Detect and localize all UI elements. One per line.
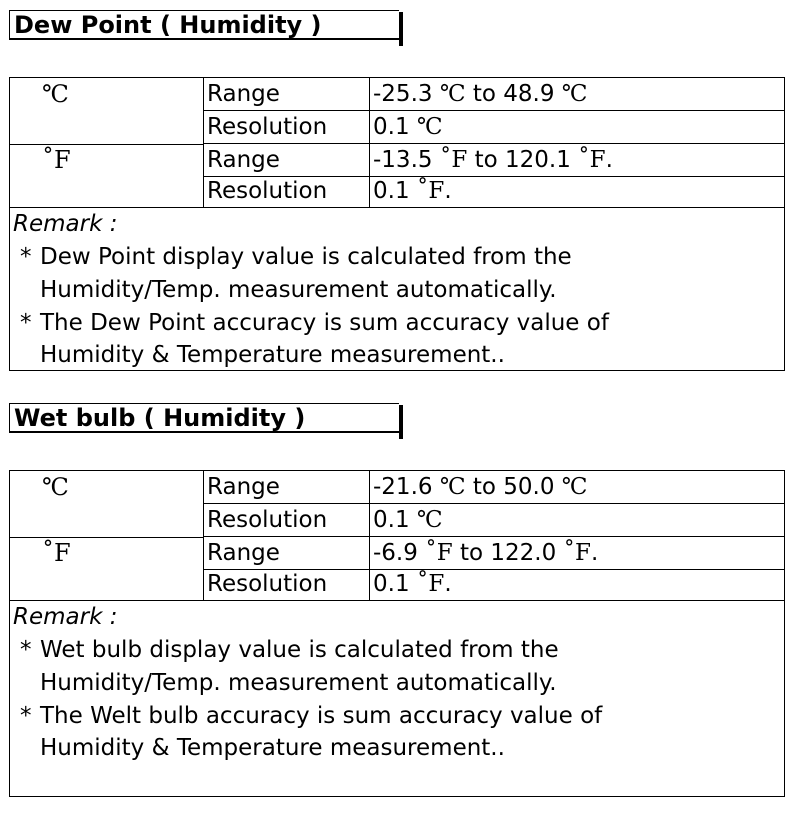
table-row [10, 537, 784, 570]
fahrenheit-unit: ˚F [42, 146, 71, 174]
remark-block [10, 208, 784, 368]
remark-text: The Dew Point accuracy is sum accuracy value of [40, 310, 609, 336]
table-row [10, 504, 784, 537]
table-row [10, 568, 784, 601]
table-row [10, 78, 784, 111]
row-value: 0.1 ˚F. [373, 571, 452, 597]
bullet: * [20, 637, 32, 663]
section-title-text: Wet bulb ( Humidity ) [14, 404, 306, 432]
remark-text: Humidity/Temp. measurement automatically. [40, 670, 557, 696]
table-row [10, 111, 784, 144]
row-value: 0.1 ℃ [373, 507, 443, 533]
remark-text: Humidity & Temperature measurement.. [40, 735, 505, 761]
remark-text: Dew Point display value is calculated from the [40, 244, 572, 270]
celsius-unit: ℃ [42, 80, 69, 108]
bullet: * [20, 244, 32, 270]
row-label: Resolution [207, 571, 328, 597]
celsius-unit: ℃ [42, 473, 69, 501]
wet-bulb-spec-table [9, 470, 785, 797]
row-value: -6.9 ˚F to 122.0 ˚F. [373, 540, 599, 566]
row-label: Range [207, 474, 280, 500]
remark-block [10, 601, 784, 791]
remark-text: The Welt bulb accuracy is sum accuracy value of [40, 703, 603, 729]
remark-title: Remark : [13, 211, 118, 237]
table-row [10, 175, 784, 208]
table-row [10, 144, 784, 177]
section-title-text: Dew Point ( Humidity ) [14, 11, 322, 39]
row-value: 0.1 ℃ [373, 114, 443, 140]
section-title-wet-bulb [9, 403, 399, 433]
section-title-dew-point [9, 10, 399, 40]
row-label: Resolution [207, 178, 328, 204]
remark-text: Humidity/Temp. measurement automatically. [40, 277, 557, 303]
row-label: Range [207, 81, 280, 107]
row-value: -21.6 ℃ to 50.0 ℃ [373, 474, 588, 500]
row-label: Resolution [207, 114, 328, 140]
remark-text: Humidity & Temperature measurement.. [40, 342, 505, 368]
row-value: 0.1 ˚F. [373, 178, 452, 204]
remark-text: Wet bulb display value is calculated from the [40, 637, 559, 663]
remark-title: Remark : [13, 604, 118, 630]
row-value: -13.5 ˚F to 120.1 ˚F. [373, 147, 613, 173]
row-label: Range [207, 540, 280, 566]
row-label: Range [207, 147, 280, 173]
fahrenheit-unit: ˚F [42, 539, 71, 567]
table-row [10, 471, 784, 504]
bullet: * [20, 703, 32, 729]
row-value: -25.3 ℃ to 48.9 ℃ [373, 81, 588, 107]
bullet: * [20, 310, 32, 336]
row-label: Resolution [207, 507, 328, 533]
dew-point-spec-table [9, 77, 785, 371]
